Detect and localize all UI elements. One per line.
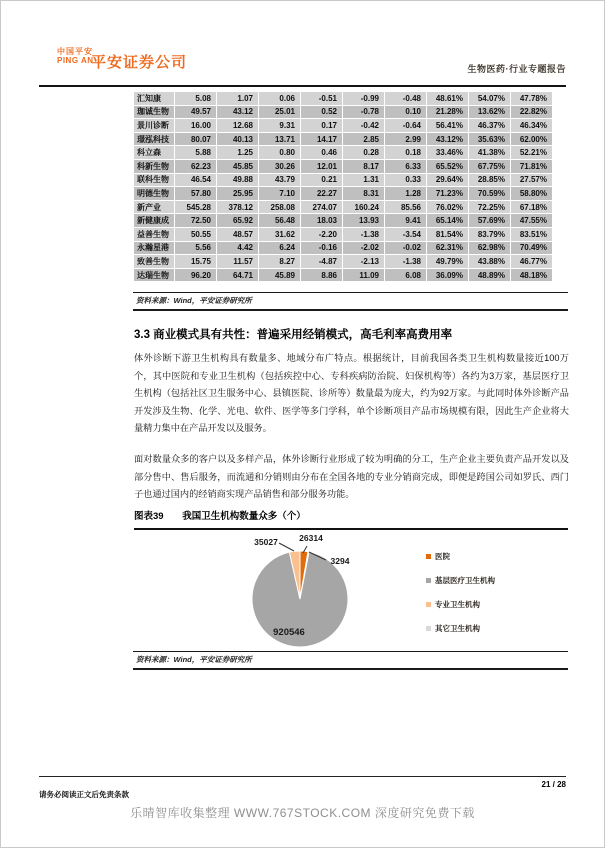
table-cell: 22.27 xyxy=(301,187,342,200)
table-cell: 49.57 xyxy=(175,106,216,119)
legend-label: 医院 xyxy=(435,551,450,561)
table-cell: 47.55% xyxy=(511,214,552,227)
company-name-cell: 永瀚星港 xyxy=(134,242,174,255)
table-cell: 1.31 xyxy=(343,174,384,187)
table-cell: 13.93 xyxy=(343,214,384,227)
legend-swatch-icon xyxy=(426,626,431,631)
table-cell: 48.61% xyxy=(427,92,468,105)
table-cell: 57.69% xyxy=(469,214,510,227)
table-cell: 80.07 xyxy=(175,133,216,146)
table-cell: 160.24 xyxy=(343,201,384,214)
table-cell: 48.57 xyxy=(217,228,258,241)
table-cell: -1.38 xyxy=(385,255,426,268)
table-cell: 13.71 xyxy=(259,133,300,146)
table-cell: 8.86 xyxy=(301,269,342,282)
table-cell: 76.02% xyxy=(427,201,468,214)
table-cell: 43.79 xyxy=(259,174,300,187)
table-cell: 83.79% xyxy=(469,228,510,241)
ivd-companies-table xyxy=(133,91,553,282)
figure-source-block xyxy=(133,651,568,670)
table-cell: 6.33 xyxy=(385,160,426,173)
table-cell: 70.49% xyxy=(511,242,552,255)
table-cell: 33.46% xyxy=(427,146,468,159)
table-cell: -0.02 xyxy=(385,242,426,255)
table-row xyxy=(134,160,552,173)
company-name-cell: 珈诚生物 xyxy=(134,106,174,119)
table-cell: 62.23 xyxy=(175,160,216,173)
company-name: 平安证券公司 xyxy=(91,54,188,71)
pie-value-label: 3294 xyxy=(330,556,350,566)
figure-label: 图表39 xyxy=(134,511,164,522)
pie-value-label: 26314 xyxy=(299,533,323,543)
table-cell: 56.48 xyxy=(259,214,300,227)
table-cell: 5.56 xyxy=(175,242,216,255)
table-cell: 41.38% xyxy=(469,146,510,159)
section-body xyxy=(134,350,569,517)
table-cell: 8.17 xyxy=(343,160,384,173)
table-cell: 25.95 xyxy=(217,187,258,200)
table-row xyxy=(134,106,552,119)
table-cell: 83.51% xyxy=(511,228,552,241)
table-cell: 36.09% xyxy=(427,269,468,282)
table-cell: -0.64 xyxy=(385,119,426,132)
table-source-block xyxy=(133,292,568,311)
table-cell: 1.25 xyxy=(217,146,258,159)
legend-item xyxy=(426,623,495,633)
table-cell: 21.28% xyxy=(427,106,468,119)
table-cell: 57.80 xyxy=(175,187,216,200)
table-cell: 7.10 xyxy=(259,187,300,200)
table-cell: 81.54% xyxy=(427,228,468,241)
figure-title: 我国卫生机构数量众多（个） xyxy=(182,511,306,522)
table-cell: 9.31 xyxy=(259,119,300,132)
table-cell: -0.48 xyxy=(385,92,426,105)
ivd-table-body xyxy=(134,92,552,281)
figure-title-row xyxy=(134,508,568,530)
table-cell: 12.01 xyxy=(301,160,342,173)
table-cell: 0.06 xyxy=(259,92,300,105)
table-cell: 65.92 xyxy=(217,214,258,227)
table-cell: 0.46 xyxy=(301,146,342,159)
table-cell: -0.51 xyxy=(301,92,342,105)
table-cell: -2.20 xyxy=(301,228,342,241)
table-cell: 64.71 xyxy=(217,269,258,282)
table-cell: 5.88 xyxy=(175,146,216,159)
table-cell: 52.21% xyxy=(511,146,552,159)
page-number: 21 / 28 xyxy=(541,780,566,789)
table-cell: 5.08 xyxy=(175,92,216,105)
table-cell: -2.02 xyxy=(343,242,384,255)
watermark-text: 乐晴智库收集整理 WWW.767STOCK.COM 深度研究免费下载 xyxy=(130,806,475,820)
pie-svg xyxy=(189,529,419,649)
table-cell: 22.82% xyxy=(511,106,552,119)
table-cell: 70.59% xyxy=(469,187,510,200)
table-cell: 58.80% xyxy=(511,187,552,200)
table-row xyxy=(134,119,552,132)
table-cell: 46.54 xyxy=(175,174,216,187)
figure-source-note: 资料来源：Wind，平安证券研究所 xyxy=(136,655,252,664)
company-name-cell: 汇知康 xyxy=(134,92,174,105)
company-name-cell: 明德生物 xyxy=(134,187,174,200)
leader-line xyxy=(279,543,294,551)
table-cell: -0.78 xyxy=(343,106,384,119)
table-cell: 6.24 xyxy=(259,242,300,255)
legend-item xyxy=(426,575,495,585)
table-cell: 274.07 xyxy=(301,201,342,214)
table-cell: 0.10 xyxy=(385,106,426,119)
table-cell: -3.54 xyxy=(385,228,426,241)
legend-swatch-icon xyxy=(426,578,431,583)
table-cell: 43.12% xyxy=(427,133,468,146)
footer-divider xyxy=(39,776,566,777)
paragraph: 面对数量众多的客户以及多样产品，体外诊断行业形成了较为明确的分工，生产企业主要负责产品开发以及部分售中、售后服务，而流通和分销则由分布在全国各地的专业分销商完成，即便是跨国公司如罗氏、西门子也通过国内的经销商实现产品销售和部分服务功能。 xyxy=(134,453,569,500)
table-cell: 0.28 xyxy=(343,146,384,159)
table-row xyxy=(134,146,552,159)
table-cell: 14.17 xyxy=(301,133,342,146)
table-cell: 0.18 xyxy=(385,146,426,159)
table-cell: 1.28 xyxy=(385,187,426,200)
legend-label: 专业卫生机构 xyxy=(435,599,480,609)
pingan-logo xyxy=(57,47,94,65)
table-cell: 378.12 xyxy=(217,201,258,214)
table-cell: 15.75 xyxy=(175,255,216,268)
table-cell: 8.27 xyxy=(259,255,300,268)
legend-swatch-icon xyxy=(426,554,431,559)
chart-legend xyxy=(426,551,495,647)
table-cell: 11.09 xyxy=(343,269,384,282)
table-cell: 48.18% xyxy=(511,269,552,282)
table-cell: 35.63% xyxy=(469,133,510,146)
header-divider xyxy=(39,85,566,87)
table-cell: 8.31 xyxy=(343,187,384,200)
disclaimer-note: 请务必阅读正文后免责条款 xyxy=(39,790,129,799)
table-cell: 45.85 xyxy=(217,160,258,173)
table-cell: -0.42 xyxy=(343,119,384,132)
table-cell: 258.08 xyxy=(259,201,300,214)
table-cell: 25.01 xyxy=(259,106,300,119)
table-row xyxy=(134,214,552,227)
company-name-cell: 科新生物 xyxy=(134,160,174,173)
table-cell: 11.57 xyxy=(217,255,258,268)
table-cell: 48.89% xyxy=(469,269,510,282)
company-name-cell: 达瑞生物 xyxy=(134,269,174,282)
table-cell: 72.50 xyxy=(175,214,216,227)
table-cell: 27.57% xyxy=(511,174,552,187)
table-cell: 43.12 xyxy=(217,106,258,119)
table-cell: 545.28 xyxy=(175,201,216,214)
table-cell: 49.88 xyxy=(217,174,258,187)
table-cell: 62.31% xyxy=(427,242,468,255)
table-cell: -2.13 xyxy=(343,255,384,268)
table-cell: 46.34% xyxy=(511,119,552,132)
company-name-cell: 璟泓科技 xyxy=(134,133,174,146)
table-cell: 67.18% xyxy=(511,201,552,214)
section-heading: 3.3 商业模式具有共性：普遍采用经销模式，高毛利率高费用率 xyxy=(134,329,453,341)
pie-value-label: 35027 xyxy=(254,537,278,547)
table-row xyxy=(134,255,552,268)
table-cell: 18.03 xyxy=(301,214,342,227)
company-name-cell: 科立森 xyxy=(134,146,174,159)
table-cell: 30.26 xyxy=(259,160,300,173)
table-cell: 45.89 xyxy=(259,269,300,282)
table-cell: 6.08 xyxy=(385,269,426,282)
table-row xyxy=(134,269,552,282)
company-name-cell: 新健康成 xyxy=(134,214,174,227)
company-name-cell: 致善生物 xyxy=(134,255,174,268)
table-cell: 0.80 xyxy=(259,146,300,159)
table-cell: 50.55 xyxy=(175,228,216,241)
table-cell: 13.62% xyxy=(469,106,510,119)
table-cell: 46.77% xyxy=(511,255,552,268)
table-row xyxy=(134,201,552,214)
table-cell: 65.52% xyxy=(427,160,468,173)
legend-item xyxy=(426,551,495,561)
table-row xyxy=(134,242,552,255)
table-cell: 2.99 xyxy=(385,133,426,146)
table-cell: 28.85% xyxy=(469,174,510,187)
table-cell: 12.68 xyxy=(217,119,258,132)
table-cell: 29.64% xyxy=(427,174,468,187)
table-cell: 1.07 xyxy=(217,92,258,105)
table-cell: 56.41% xyxy=(427,119,468,132)
table-cell: 96.20 xyxy=(175,269,216,282)
table-row xyxy=(134,228,552,241)
legend-swatch-icon xyxy=(426,602,431,607)
table-cell: 72.25% xyxy=(469,201,510,214)
company-name-cell: 新产业 xyxy=(134,201,174,214)
table-cell: 0.33 xyxy=(385,174,426,187)
table-row xyxy=(134,187,552,200)
table-cell: 4.42 xyxy=(217,242,258,255)
table-cell: 49.79% xyxy=(427,255,468,268)
table-row xyxy=(134,174,552,187)
table-cell: 31.62 xyxy=(259,228,300,241)
table-cell: 67.75% xyxy=(469,160,510,173)
table-cell: 47.78% xyxy=(511,92,552,105)
table-cell: 85.56 xyxy=(385,201,426,214)
pie-value-label: 920546 xyxy=(273,627,305,638)
table-cell: 54.07% xyxy=(469,92,510,105)
legend-label: 其它卫生机构 xyxy=(435,623,480,633)
table-cell: 71.23% xyxy=(427,187,468,200)
table-cell: 43.88% xyxy=(469,255,510,268)
legend-label: 基层医疗卫生机构 xyxy=(435,575,495,585)
company-name-cell: 联科生物 xyxy=(134,174,174,187)
table-row xyxy=(134,133,552,146)
table-cell: -1.38 xyxy=(343,228,384,241)
table-cell: 65.14% xyxy=(427,214,468,227)
logo-text-cn: 中国平安 xyxy=(57,47,93,56)
table-row xyxy=(134,92,552,105)
table-cell: 62.98% xyxy=(469,242,510,255)
legend-item xyxy=(426,599,495,609)
table-cell: 0.21 xyxy=(301,174,342,187)
table-cell: -0.99 xyxy=(343,92,384,105)
table-cell: 16.00 xyxy=(175,119,216,132)
table-cell: 9.41 xyxy=(385,214,426,227)
table-cell: 0.17 xyxy=(301,119,342,132)
table-cell: 71.81% xyxy=(511,160,552,173)
logo-text-en: PING AN xyxy=(57,56,94,65)
report-tag: 生物医药·行业专题报告 xyxy=(467,64,566,74)
table-cell: -4.87 xyxy=(301,255,342,268)
pie-chart xyxy=(134,529,568,649)
table-cell: 46.37% xyxy=(469,119,510,132)
table-cell: 40.13 xyxy=(217,133,258,146)
table-cell: 0.52 xyxy=(301,106,342,119)
company-name-cell: 景川诊断 xyxy=(134,119,174,132)
table-cell: 62.00% xyxy=(511,133,552,146)
table-cell: 2.85 xyxy=(343,133,384,146)
table-cell: -0.16 xyxy=(301,242,342,255)
company-name-cell: 益善生物 xyxy=(134,228,174,241)
paragraph: 体外诊断下游卫生机构具有数量多、地域分布广特点。根据统计，目前我国各类卫生机构数量接近100万个，其中医院和专业卫生机构（包括疾控中心、专科疾病防治院、妇保机构等）各约为3万家，基层医疗卫生机构（包括社区卫生服务中心、县镇医院、诊所等）数量最为庞大，约为92万家。与此同时体外诊断产品开发涉及生物、化学、光电、软件、医学等多门学科，单个诊断项目产品市场规模有限，因此生产企业将大量精力集中在产品开发以及服务。 xyxy=(134,353,569,434)
table-source-note: 资料来源：Wind，平安证券研究所 xyxy=(136,296,252,305)
